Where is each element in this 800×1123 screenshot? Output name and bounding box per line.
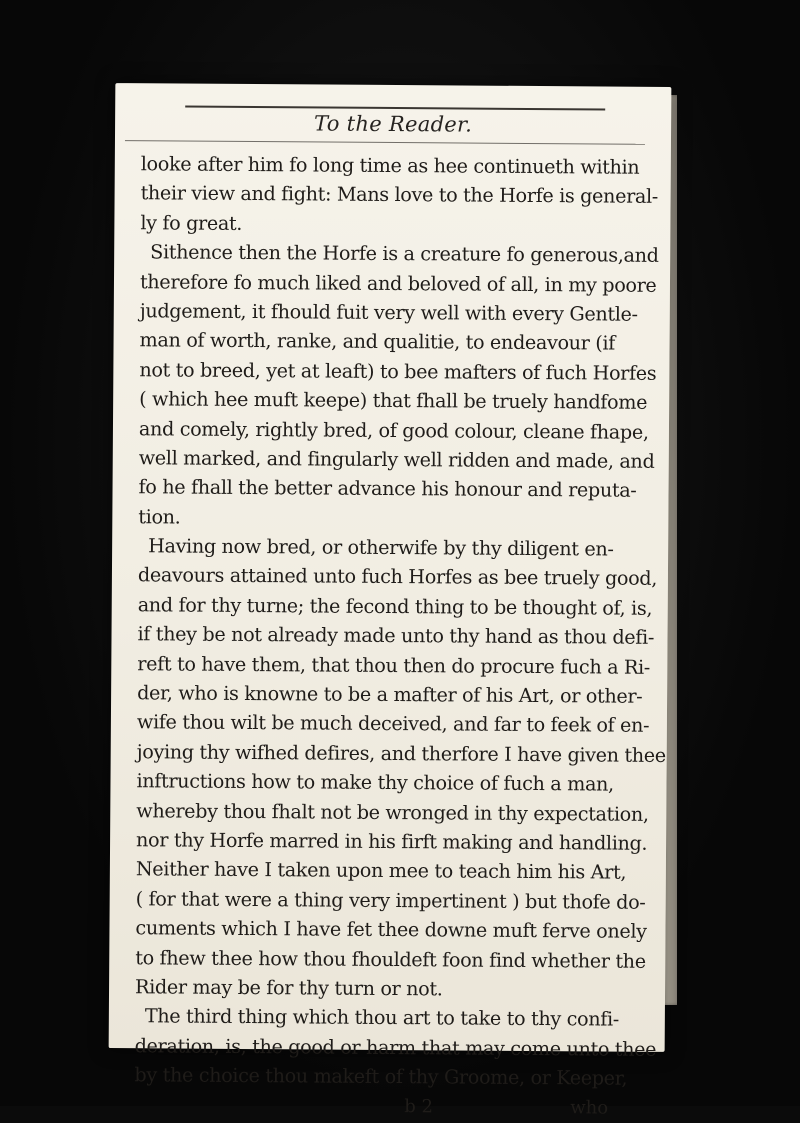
text-line: by the choice thou makeft of thy Groome, or Keeper, xyxy=(134,1063,628,1090)
text-line: joying thy wifhed defires, and therfore I have given thee xyxy=(136,740,666,767)
text-line: deavours attained unto fuch Horfes as bee truely good, xyxy=(137,563,658,591)
text-line: not to breed, yet at leaft) to bee mafters of fuch Horfes xyxy=(139,357,657,385)
book-page xyxy=(109,83,672,1119)
head-rule-bottom xyxy=(125,140,645,145)
text-line: ( which hee muft keepe) that fhall be truely handfome xyxy=(139,387,648,414)
text-line: if they be not already made unto thy hand as thou defi- xyxy=(137,622,655,650)
text-line: Sithence then the Horfe is a creature fo generous,and xyxy=(150,240,659,268)
text-line: wife thou wilt be much deceived, and far to feek of en- xyxy=(136,710,650,738)
text-line: whereby thou fhalt not be wronged in thy expectation, xyxy=(136,798,649,826)
text-line: Having now bred, or otherwife by thy diligent en- xyxy=(148,534,614,561)
text-line: looke after him fo long time as hee continueth within xyxy=(140,152,640,179)
text-line: der, who is knowne to be a mafter of his Art, or other- xyxy=(137,681,643,708)
text-line: Neither have I taken upon mee to teach him his Art, xyxy=(135,857,627,885)
catchword: who xyxy=(570,1096,609,1119)
text-line: and for thy turne; the fecond thing to be thought of, is, xyxy=(137,593,653,620)
text-line: well marked, and fingularly well ridden and made, and xyxy=(138,446,655,473)
head-rule-top xyxy=(185,106,605,111)
running-head: To the Reader. xyxy=(314,111,473,137)
text-line: The third thing which thou art to take to thy confi- xyxy=(144,1004,620,1031)
text-line: Rider may be for thy turn or not. xyxy=(134,975,443,1001)
text-line: man of worth, ranke, and qualitie, to endeavour (if xyxy=(139,328,616,355)
text-line: to fhew thee how thou fhouldeft foon find whether the xyxy=(135,945,646,973)
signature-mark: b 2 xyxy=(404,1095,434,1117)
text-line: judgement, it fhould fuit very well with every Gentle- xyxy=(139,299,638,326)
footer-row xyxy=(134,1090,644,1123)
text-line: tion. xyxy=(138,504,181,529)
body-text xyxy=(134,149,666,1122)
text-line: deration, is, the good or harm that may come unto thee xyxy=(134,1033,657,1061)
text-line: ly fo great. xyxy=(140,211,243,235)
text-line: reft to have them, that thou then do procure fuch a Ri- xyxy=(137,651,651,679)
text-line: nor thy Horfe marred in his firft making and handling. xyxy=(136,828,648,855)
text-line: inftructions how to make thy choice of fuch a man, xyxy=(136,769,614,796)
text-line: their view and fight: Mans love to the Horfe is general- xyxy=(140,181,659,209)
text-line: therefore fo much liked and beloved of all, in my poore xyxy=(139,269,657,297)
text-line: cuments which I have fet thee downe muft ferve onely xyxy=(135,916,647,943)
text-line: fo he fhall the better advance his honour and reputa- xyxy=(138,475,637,503)
text-line: and comely, rightly bred, of good colour, cleane fhape, xyxy=(138,416,649,444)
text-line: ( for that were a thing very impertinent ) but thofe do- xyxy=(135,886,646,914)
